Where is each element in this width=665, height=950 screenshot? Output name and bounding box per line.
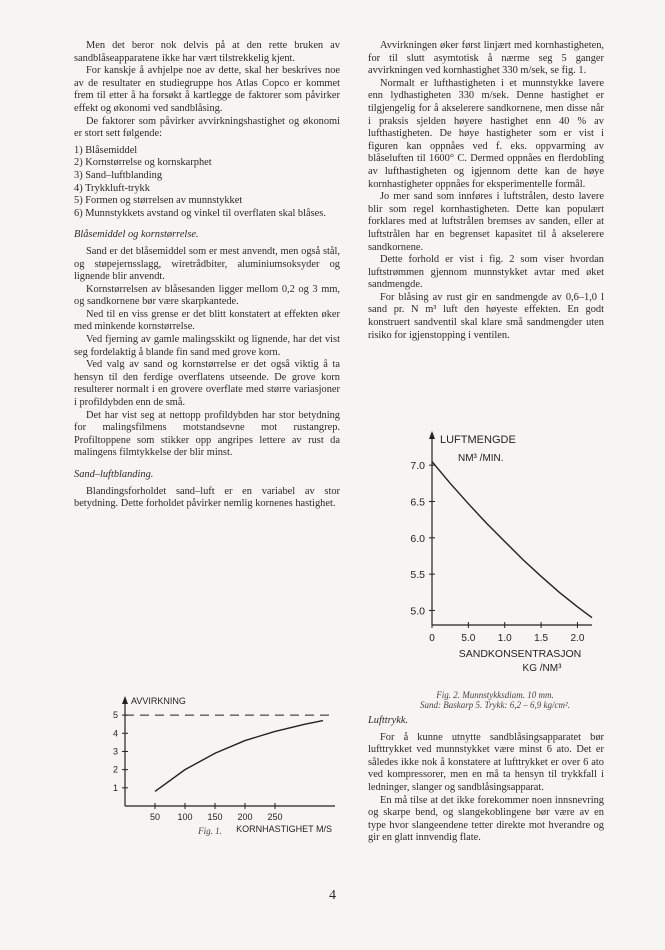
figure-2-caption-line: Sand: Baskarp 5. Trykk: 6,2 – 6,9 kg/cm². xyxy=(420,700,570,710)
y-tick-label: 2 xyxy=(112,764,118,775)
x-tick-label: 200 xyxy=(237,812,253,822)
paragraph: Ved fjerning av gamle malingsskikt og lignende, har det vist seg fordelaktig å blande fin sand med grove korn. xyxy=(74,334,340,358)
x-tick-label: 50 xyxy=(149,812,161,822)
paragraph: Kornstørrelsen av blåsesanden ligger mellom 0,2 og 3 mm, og sandkornene bør være skarpkantede. xyxy=(74,283,340,308)
x-axis-label: SANDKONSENTRASJON xyxy=(458,648,582,660)
section-heading: Blåsemiddel og kornstørrelse. xyxy=(74,229,199,241)
x-tick-label: 2.0 xyxy=(570,633,585,644)
left-column xyxy=(74,40,340,511)
section-heading: Sand–luftblanding. xyxy=(74,469,154,480)
y-axis-arrow xyxy=(122,696,128,704)
x-tick-label: 5.0 xyxy=(461,633,476,644)
x-tick-label: 100 xyxy=(177,812,193,822)
x-tick-label: 150 xyxy=(207,812,223,822)
paragraph: For blåsing av rust gir en sandmengde av 0,6–1,0 l sand pr. N m³ luft den høyeste effekten. En godt konstruert sandventil skal klare små sandmengder uten risiko for igjenstopping i ventilen. xyxy=(368,291,604,341)
y-tick-label: 6.5 xyxy=(410,496,425,509)
factor-list xyxy=(74,145,340,221)
right-column-lower xyxy=(368,715,604,845)
figure-2-svg xyxy=(398,425,598,685)
paragraph: Men det beror nok delvis på at den rette bruken av sandblåseapparatene ikke har vært tilstrekkelig kjent. xyxy=(74,40,340,64)
section-heading: Lufttrykk. xyxy=(368,715,409,726)
paragraph: For kanskje å avhjelpe noe av dette, skal her beskrives noe av de resultater en studiegruppe hos Atlas Copco er kommet frem til etter å ha forsøkt å kartlegge de faktorer som påvirker effekt og økonomi ved sandblåsing. xyxy=(74,65,340,114)
y-axis-label: LUFTMENGDE xyxy=(440,434,516,446)
x-axis-label: KORNHASTIGHET M/S xyxy=(236,824,332,834)
y-tick-label: 7.0 xyxy=(410,460,425,473)
y-tick-label: 6.0 xyxy=(410,532,425,545)
series-line xyxy=(432,462,592,618)
paragraph: Normalt er lufthastigheten i et munnstykke lavere enn lydhastigheten 330 m/sek. Denne hastighet er tilgjengelig for å akselerere sandkornene, men disse når i praksis sjelden høyere hastighet enn 40 % av lufthastigheten. De høye hastigheter som er vist i figuren kan oppnåes ved f. eks. oppvarming av blåseluften til 1600° C. Dermed oppnåes en flerdobling av lufthastigheten og igjennom dette kan de høye kornhastigheter oppnåes for eksperimentelle formål. xyxy=(368,77,604,190)
y-tick-label: 5 xyxy=(112,710,118,721)
paragraph: En må tilse at det ikke forekommer noen innsnevring og skarpe bend, og slangekoblingene bør være av en type hvor slangeendene tetter direkte mot hverandre og gir en glatt innvendig flate. xyxy=(368,794,604,844)
page-number: 4 xyxy=(329,888,336,903)
figure-2-chart xyxy=(398,425,598,685)
list-item: 2) Kornstørrelse og kornskarphet xyxy=(74,157,212,169)
paragraph: Dette forhold er vist i fig. 2 som viser hvordan luftstrømmen gjennom munnstykket avtar med øket sandmengde. xyxy=(368,254,604,291)
list-item: 4) Trykkluft-trykk xyxy=(74,182,150,194)
list-item: 6) Munnstykkets avstand og vinkel til overflaten skal blåses. xyxy=(74,207,326,219)
y-tick-label: 3 xyxy=(112,746,118,757)
x-tick-label: 250 xyxy=(267,812,283,822)
y-tick-label: 4 xyxy=(112,728,118,739)
x-axis-unit: KG /NM³ xyxy=(522,663,562,674)
paragraph: Ned til en viss grense er det blitt konstatert at effekten øker med minkende kornstørrelse. xyxy=(74,308,340,333)
list-item: 5) Formen og størrelsen av munnstykket xyxy=(74,195,243,207)
y-axis-label: AVVIRKNING xyxy=(131,696,186,706)
right-column xyxy=(368,40,604,342)
paragraph: Ved valg av sand og kornstørrelse er det også viktig å ta hensyn til den ferdige overflatens utseende. De grove korn resulterer normalt i en grovere overflate med større variasjoner i profildybden enn de små. xyxy=(74,359,340,409)
y-tick-label: 1 xyxy=(112,782,118,793)
figure-2-caption xyxy=(380,690,610,710)
list-item: 3) Sand–luftblanding xyxy=(74,169,163,181)
paragraph: Det har vist seg at nettopp profildybden har stor betydning for malingsfilmens motstandsevne mot rustangrep. Profiltoppene som stikker opp angripes lettere av rust da malingens filmtykkelse der blir minst. xyxy=(74,409,340,459)
list-item: 1) Blåsemiddel xyxy=(74,144,138,156)
figure-2-caption-line: Fig. 2. Munnstykksdiam. 10 mm. xyxy=(436,690,554,700)
y-axis-arrow xyxy=(429,431,435,439)
paragraph: Sand er det blåsemiddel som er mest anvendt, men også stål, og støpejernsslagg, wiretrådbiter, aluminiumsoksyder og lignende blir anvendt. xyxy=(74,245,340,283)
x-tick-label: 1.0 xyxy=(497,633,512,644)
x-tick-label: 0 xyxy=(429,633,435,644)
paragraph: De faktorer som påvirker avvirkningshastighet og økonomi er stort sett følgende: xyxy=(74,115,340,140)
x-tick-label: 1.5 xyxy=(534,633,549,644)
y-tick-label: 5.0 xyxy=(410,605,425,618)
series-line xyxy=(155,721,323,792)
y-tick-label: 5.5 xyxy=(410,569,425,582)
paragraph: Avvirkningen øker først linjært med kornhastigheten, for til slutt asymtotisk å nærme seg 5 ganger avvirkningen ved kornhastighet 330 m/sek, se fig. 1. xyxy=(368,40,604,77)
paragraph: Jo mer sand som innføres i luftstrålen, desto lavere blir som regel kornhastigheten. Dette kan populært forklares med at luftstrålen bremses av sanden, eller at luftstrålen har en begrenset kapasitet til å akselerere sandkornene. xyxy=(368,191,604,253)
figure-1-caption: Fig. 1. xyxy=(198,826,222,836)
paragraph: For å kunne utnytte sandblåsingsapparatet bør lufttrykket ved munnstykket være minst 6 ato. Det er således ikke nok å konstatere at lufttrykket er over 6 ato ved kompressorer, men en må ta hensyn til trykkfall i ledninger, slanger og sandblåsingsapparat. xyxy=(368,731,604,793)
paragraph: Blandingsforholdet sand–luft er en variabel av stor betydning. Dette forholdet påvirker nemlig kornenes hastighet. xyxy=(74,485,340,510)
y-axis-unit: NM³ /MIN. xyxy=(458,453,504,464)
